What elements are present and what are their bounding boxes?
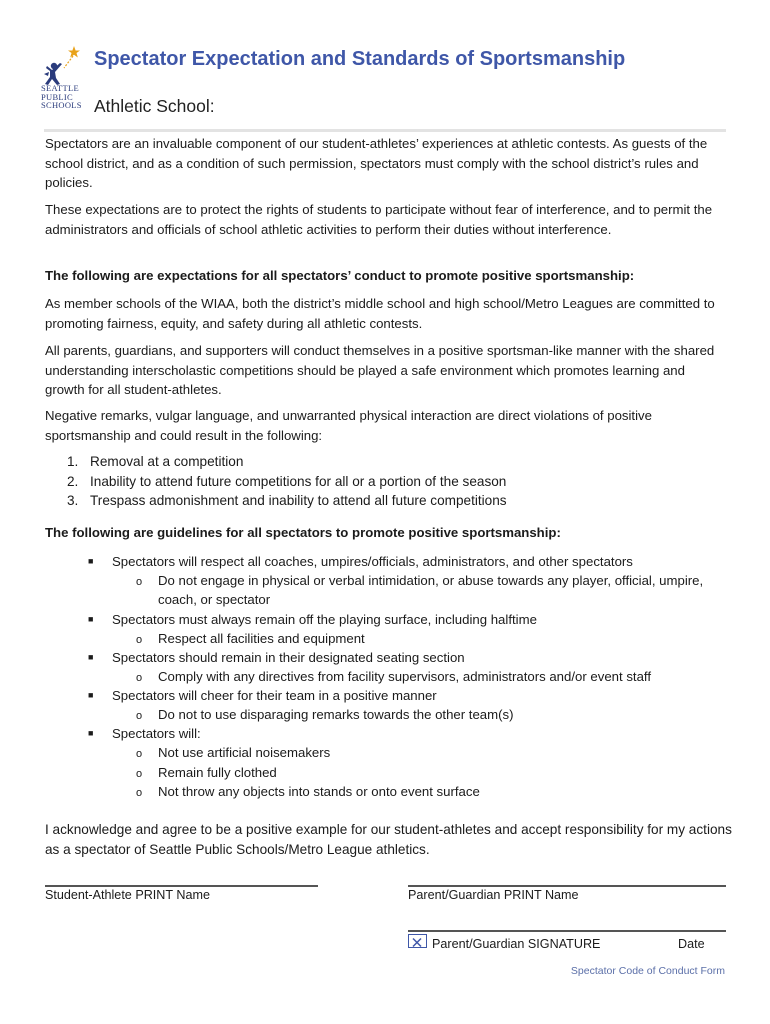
- footer-form-name: Spectator Code of Conduct Form: [570, 965, 725, 977]
- guideline-subitem: o Remain fully clothed: [136, 765, 277, 780]
- guideline-subitem: o Respect all facilities and equipment: [136, 631, 365, 646]
- intro-paragraph-1: Spectators are an invaluable component of our student-athletes’ experiences at athletic contests. As guests of the school district, and as a condition of such permission, spectators must comply with the school district’s rules and policies.: [45, 136, 708, 190]
- acknowledgement-statement: I acknowledge and agree to be a positive example for our student-athletes and accept responsibility for my actions as a spectator of Seattle Public Schools/Metro League athletics.: [45, 822, 732, 857]
- consequence-item: 2. Inability to attend future competitions for all or a portion of the season: [67, 474, 507, 489]
- athletic-school-label: Athletic School:: [94, 96, 215, 116]
- expectations-paragraph-1: As member schools of the WIAA, both the district’s middle school and high school/Metro Leagues are committed to promoting fairness, equity, and safety during all athletic contests.: [45, 296, 715, 331]
- student-print-name-line[interactable]: [45, 885, 318, 887]
- consequence-item: 1. Removal at a competition: [67, 454, 244, 469]
- signature-x-icon: [408, 934, 427, 948]
- parent-print-name-label: Parent/Guardian PRINT Name: [408, 888, 579, 902]
- expectations-paragraph-3: Negative remarks, vulgar language, and unwarranted physical interaction are direct violations of positive sportsmanship and could result in the following:: [45, 408, 652, 443]
- guideline-item: ■ Spectators will:: [88, 726, 201, 741]
- header-divider: [44, 129, 726, 132]
- intro-paragraph-2: These expectations are to protect the rights of students to participate without fear of interference, and to permit the administrators and officials of school athletic activities to perform their duties without interference.: [45, 202, 713, 237]
- guideline-item: ■ Spectators should remain in their designated seating section: [88, 650, 465, 665]
- guideline-item: ■ Spectators will respect all coaches, umpires/officials, administrators, and other spectators: [88, 554, 633, 569]
- student-print-name-label: Student-Athlete PRINT Name: [45, 888, 210, 902]
- guideline-subitem: o Do not to use disparaging remarks towards the other team(s): [136, 707, 514, 722]
- guideline-subitem: o Do not engage in physical or verbal intimidation, or abuse towards any player, official, umpire, coach, or spectator: [136, 573, 704, 607]
- guideline-subitem: o Not use artificial noisemakers: [136, 745, 331, 760]
- expectations-paragraph-2: All parents, guardians, and supporters will conduct themselves in a positive sportsman-like manner with the shared understanding interscholastic competitions should be played a safe environment which promotes learning and growth for all student-athletes.: [45, 343, 715, 397]
- parent-print-name-line[interactable]: [408, 885, 726, 887]
- consequence-item: 3. Trespass admonishment and inability to attend all future competitions: [67, 493, 507, 508]
- expectations-heading: The following are expectations for all spectators’ conduct to promote positive sportsmanship:: [45, 268, 635, 283]
- date-label: Date: [678, 937, 705, 951]
- guideline-item: ■ Spectators must always remain off the playing surface, including halftime: [88, 612, 537, 627]
- star-icon: [68, 46, 80, 58]
- parent-signature-label: Parent/Guardian SIGNATURE: [432, 937, 601, 951]
- guideline-subitem: o Comply with any directives from facility supervisors, administrators and/or event staff: [136, 669, 652, 684]
- page-title: Spectator Expectation and Standards of Sportsmanship: [94, 48, 626, 70]
- guideline-item: ■ Spectators will cheer for their team in a positive manner: [88, 688, 437, 703]
- guidelines-heading: The following are guidelines for all spectators to promote positive sportsmanship:: [45, 525, 561, 540]
- guideline-subitem: o Not throw any objects into stands or onto event surface: [136, 784, 480, 799]
- athletic-school-field[interactable]: [94, 96, 215, 117]
- logo-wordmark: SEATTLE PUBLIC SCHOOLS: [41, 83, 82, 110]
- parent-signature-line[interactable]: [408, 930, 726, 932]
